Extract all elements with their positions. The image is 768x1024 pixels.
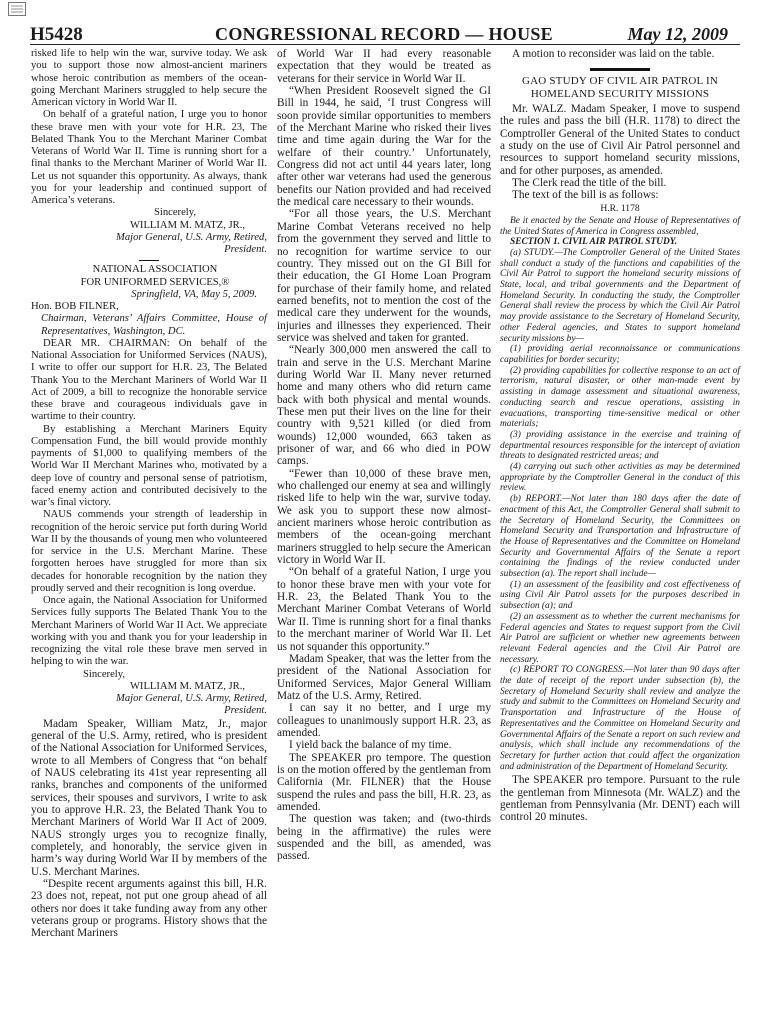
publication-title: CONGRESSIONAL RECORD — HOUSE bbox=[215, 24, 553, 44]
section-heading: GAO STUDY OF CIVIL AIR PATROL IN HOMELAND SECURITY MISSIONS bbox=[521, 75, 719, 100]
paragraph: The SPEAKER pro tempore. The question is on the motion offered by the gentleman from California (Mr. FILNER) that the House suspend the rules and pass the bill, H.R. 23, as amended. bbox=[277, 751, 491, 813]
paragraph-item: (1) an assessment of the feasibility and cost effectiveness of using Civil Air Patrol assets for the purposes described in subsection (a); and bbox=[500, 579, 740, 612]
signature-title: Major General, U.S. Army, Retired, bbox=[116, 693, 267, 704]
column-2 bbox=[277, 48, 491, 863]
bill-text bbox=[500, 216, 740, 773]
paragraph: DEAR MR. CHAIRMAN: On behalf of the National Association for Uniformed Services (NAUS), I write to offer our support for H.R. 23, The Belated Thank You to the Merchant Mariners of World War II Act of 2009, a bill to recognize the honorable service these brave and courageous individuals gave in wartime to their country. bbox=[31, 337, 267, 423]
gpo-seal-icon bbox=[8, 2, 26, 16]
paragraph-item: (2) providing capabilities for collective response to an act of terrorism, natural disaster, or other man-made event by assisting in damage assessment and situational awareness, conducting search and rescue operations, assisting in evacuations, transporting time-sensitive medical or other materials; bbox=[500, 365, 740, 430]
paragraph: The text of the bill is as follows: bbox=[512, 189, 659, 202]
subsection: (c) REPORT TO CONGRESS.—Not later than 90 days after the date of receipt of the report under subsection (b), the Secretary of Homeland Security shall review and analyze the study and submit to the Committees on Homeland Security and Transportation and Infrastructure of the House of Representatives and the Committee on Homeland Security and Governmental Affairs of the Senate a report on such review and analysis, which shall include any recommendations of the Secretary for further action that could affect the organization and administration of the Department of Homeland Security. bbox=[500, 665, 740, 772]
paragraph-item: (1) providing aerial reconnaissance or communications capabilities for border security; bbox=[500, 344, 740, 365]
section-divider bbox=[590, 68, 650, 71]
paragraph: I yield back the balance of my time. bbox=[289, 739, 452, 752]
section-divider bbox=[139, 260, 159, 261]
paragraph: NAUS commends your strength of leadership in recognition of the heroic service put forth during World War II by the thousands of young men who volunteered for service in the U.S. Merchant Marine. These forgotten heroes have struggled for more than six decades for honorable recognition by the nation they proudly served and their recognition is long overdue. bbox=[31, 509, 267, 594]
organization-name: NATIONAL ASSOCIATION bbox=[92, 264, 218, 276]
paragraph: Mr. WALZ. Madam Speaker, I move to suspend the rules and pass the bill (H.R. 1178) to direct the Comptroller General of the United States to conduct a study on the use of Civil Air Patrol personnel and resources to support homeland security missions, and for other purposes, as amended. bbox=[500, 102, 740, 177]
paragraph: Madam Speaker, that was the letter from the president of the National Association for Uniformed Services, Major General William Matz of the U.S. Army, Retired. bbox=[277, 652, 491, 702]
paragraph: The SPEAKER pro tempore. Pursuant to the rule the gentleman from Minnesota (Mr. WALZ) and the gentleman from Pennsylvania (Mr. DENT) each will control 20 minutes. bbox=[500, 774, 740, 824]
subsection: (a) STUDY.—The Comptroller General of the United States shall conduct a study of the functions and capabilities of the Civil Air Patrol to support the homeland security missions of State, local, and tribal governments and the Department of Homeland Security. In conducting the study, the Comptroller General shall review the process by which the Civil Air Patrol may provide assistance to the Secretary of Homeland Security, other Federal agencies, and States to support homeland security missions by— bbox=[500, 247, 740, 344]
paragraph: On behalf of a grateful nation, I urge you to honor these brave men with your vote for H.R. 23, The Belated Thank You to the Merchant Mariner Combat Veterans of World War II. Time is running short for a final thanks to the Merchant Mariner of World War II. Let us not squander this opportunity. As always, thank you for your leadership and continued support of America’s veterans. bbox=[31, 109, 267, 206]
signature-role: President. bbox=[224, 244, 267, 255]
bill-number: H.R. 1178 bbox=[600, 202, 640, 214]
page-number: H5428 bbox=[30, 24, 83, 45]
paragraph: The question was taken; and (two-thirds being in the affirmative) the rules were suspended and the bill, as amended, was passed. bbox=[277, 813, 491, 863]
signature-name: WILLIAM M. MATZ, JR., bbox=[129, 680, 245, 692]
subsection: (b) REPORT.—Not later than 180 days after the date of enactment of this Act, the Comptroller General shall submit to the Secretary of Homeland Security, the Committees on Homeland Security and Transportation and Infrastructure of the House of Representatives and the Committee on Homeland Security and Governmental Affairs of the Senate a report containing the findings of the review conducted under subsection (a). The report shall include— bbox=[500, 494, 740, 580]
paragraph-item: (3) providing assistance in the exercise and training of departmental resources responsible for the intercept of aviation threats to designated restricted areas; and bbox=[500, 429, 740, 462]
section-title: SECTION 1. CIVIL AIR PATROL STUDY. bbox=[510, 237, 678, 248]
closing: Sincerely, bbox=[83, 668, 125, 680]
column-3 bbox=[500, 48, 740, 824]
paragraph: of World War II had every reasonable expectation that they would be treated as veterans for their service in World War II. bbox=[277, 48, 491, 85]
paragraph: “For all those years, the U.S. Merchant Marine Combat Veterans received no help from the government they served and little to no recognition for wartime service to our country. They missed out on the GI Bill for their education, the GI Home Loan Program for purchase of their family home, and related earned benefits, not to mention the cost of the medical care they underwent for the wounds, injuries and illnesses they experienced. Their service was shelved and taken for granted. bbox=[277, 208, 491, 344]
organization-name: FOR UNIFORMED SERVICES,® bbox=[80, 276, 230, 288]
header-rule bbox=[30, 44, 740, 45]
paragraph: A motion to reconsider was laid on the table. bbox=[512, 48, 715, 60]
enacting-clause: Be it enacted by the Senate and House of Representatives of the United States of America in Congress assembled, bbox=[500, 215, 740, 237]
paragraph-item: (2) an assessment as to whether the current mechanisms for Federal agencies and States to request support from the Civil Air Patrol are sufficient or whether new agreements between relevant Federal agencies and the Civil Air Patrol are necessary. bbox=[500, 611, 740, 665]
paragraph: “When President Roosevelt signed the GI Bill in 1944, he said, ‘I trust Congress will soon provide similar opportunities to members of the Merchant Marine who risked their lives time and time again during the War for the welfare of their country.’ Unfortunately, Congress did not act until 44 years later, long after other war veterans had used the generous benefits our Nation provided and had received the medical care necessary to their wounds. bbox=[277, 85, 491, 209]
paragraph: Once again, the National Association for Uniformed Services fully supports The Belated Thank You to the Merchant Mariners of World War II Act. We appreciate working with you and thank you for your leadership in recognizing the vital role these brave men served in helping to win the war. bbox=[31, 595, 267, 668]
letter-place-date: Springfield, VA, May 5, 2009. bbox=[131, 288, 257, 300]
paragraph: “Despite recent arguments against this bill, H.R. 23 does not, repeat, not put one group ahead of all others nor does it take funding away from any other veterans group or programs. History shows that the Merchant Mariners bbox=[31, 877, 267, 940]
paragraph: By establishing a Merchant Mariners Equity Compensation Fund, the bill would provide monthly payments of $1,000 to qualifying members of the World War II Merchant Marines who, motivated by a deep love of country and personal sense of patriotism, faced enemy action and contributed decisively to the war’s final victory. bbox=[31, 423, 267, 508]
signature-title: Major General, U.S. Army, Retired, bbox=[116, 231, 267, 243]
column-1 bbox=[31, 48, 267, 940]
addressee-title: Chairman, Veterans’ Affairs Committee, House of Representatives, Washington, DC. bbox=[41, 313, 267, 337]
paragraph: Madam Speaker, William Matz, Jr., major general of the U.S. Army, retired, who is president of the National Association for Uniformed Services, wrote to all Members of Congress that “on behalf of NAUS celebrating its 41st year representing all ranks, branches and components of the uniformed services, their spouses and survivors, I write to ask you to approve H.R. 23, the Belated Thank You to Merchant Mariners of World War II Act of 2009. NAUS strongly urges you to recognize finally, completely, and honorably, the service given in harm’s way during World War II by members of the U.S. Merchant Marines. bbox=[31, 717, 267, 878]
addressee: Hon. BOB FILNER, bbox=[31, 301, 119, 312]
signature-name: WILLIAM M. MATZ, JR., bbox=[129, 219, 245, 231]
signature-role: President. bbox=[224, 705, 267, 717]
paragraph-item: (4) carrying out such other activities as may be determined appropriate by the Comptroller General in the conduct of this review. bbox=[500, 462, 740, 494]
closing: Sincerely, bbox=[154, 207, 196, 219]
paragraph: “Fewer than 10,000 of these brave men, who challenged our enemy at sea and willingly risked life to help win the war, survive today. We ask you to support these now almost-ancient mariners whose heroic contribution as members of the ocean-going merchant mariners struggled to help secure the American victory in World War II. bbox=[277, 467, 491, 567]
paragraph: “Nearly 300,000 men answered the call to train and serve in the U.S. Merchant Marine during World War II. Many never returned home and many others who did return came back with both physical and mental wounds. These men put their lives on the line for their country with 9,521 killed (or died from wounds) 12,000 wounded, 663 taken as prisoner of war, and 66 who died in POW camps. bbox=[277, 344, 491, 468]
paragraph: The Clerk read the title of the bill. bbox=[512, 176, 667, 189]
issue-date: May 12, 2009 bbox=[627, 24, 728, 44]
paragraph: risked life to help win the war, survive today. We ask you to support those now almost-ancient mariners whose heroic contribution as members of the ocean-going Merchant Mariners struggled to help secure the American victory in World War II. bbox=[31, 48, 267, 108]
paragraph: “On behalf of a grateful Nation, I urge you to honor these brave men with your vote for H.R. 23, the Belated Thank You to the Merchant Mariner Combat Veterans of World War II. Time is running short for a final thanks to the merchant mariner of World War II. Let us not squander this opportunity.” bbox=[277, 566, 491, 653]
paragraph: I can say it no better, and I urge my colleagues to unanimously support H.R. 23, as amended. bbox=[277, 702, 491, 739]
